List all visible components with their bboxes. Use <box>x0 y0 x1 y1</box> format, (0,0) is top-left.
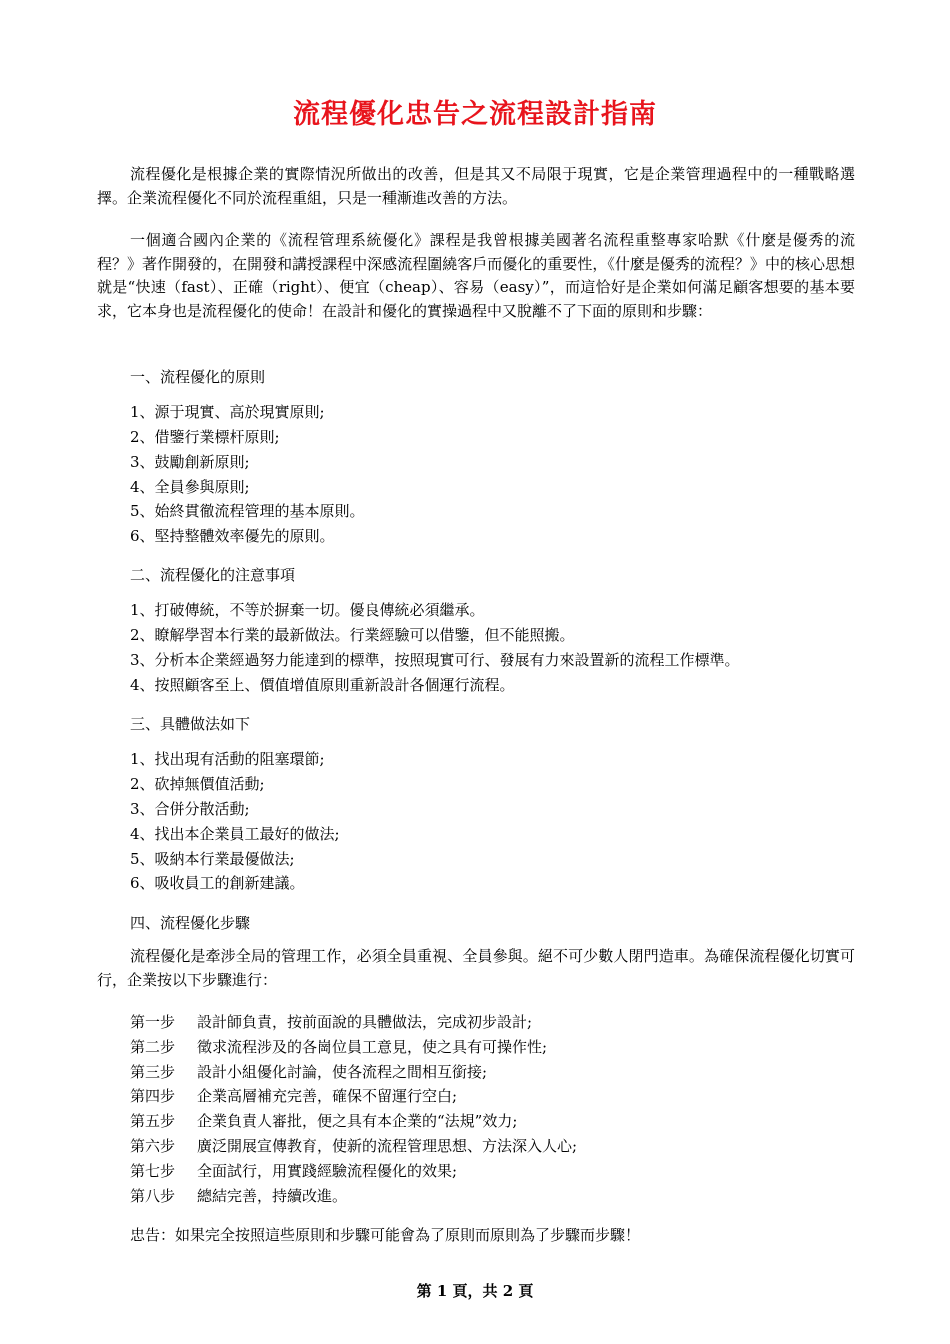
step-item <box>130 1110 517 1131</box>
step-number: 第七步 <box>130 1162 176 1180</box>
section-heading-steps: 四、流程優化步驟 <box>130 914 251 932</box>
step-item <box>130 1061 487 1082</box>
list-item: 1、打破傳統，不等於摒棄一切。優良傳統必須繼承。 <box>130 601 485 619</box>
section-heading-notes: 二、流程優化的注意事項 <box>130 566 296 584</box>
step-item <box>130 1160 457 1181</box>
step-text: 企業高層補充完善，確保不留運行空白; <box>197 1087 458 1105</box>
list-item: 3、鼓勵創新原則; <box>130 453 250 471</box>
list-item: 3、分析本企業經過努力能達到的標準，按照現實可行、發展有力來設置新的流程工作標準。 <box>130 651 740 669</box>
list-item: 6、吸收員工的創新建議。 <box>130 874 305 892</box>
step-text: 徵求流程涉及的各崗位員工意見，使之具有可操作性; <box>197 1038 548 1056</box>
list-item: 4、找出本企業員工最好的做法; <box>130 825 340 843</box>
page-number-footer: 第 1 頁，共 2 頁 <box>416 1282 534 1300</box>
step-text: 總結完善，持續改進。 <box>197 1187 348 1205</box>
step-item <box>130 1135 577 1156</box>
step-item <box>130 1011 532 1032</box>
step-number: 第五步 <box>130 1112 176 1130</box>
list-item: 6、堅持整體效率優先的原則。 <box>130 527 335 545</box>
step-number: 第四步 <box>130 1087 176 1105</box>
section-heading-principles: 一、流程優化的原則 <box>130 368 266 386</box>
step-text: 廣泛開展宣傳教育，使新的流程管理思想、方法深入人心; <box>197 1137 578 1155</box>
step-item <box>130 1085 457 1106</box>
step-text: 設計師負責，按前面說的具體做法，完成初步設計; <box>197 1013 533 1031</box>
step-number: 第八步 <box>130 1187 176 1205</box>
list-item: 2、借鑒行業標杆原則; <box>130 428 280 446</box>
step-number: 第二步 <box>130 1038 176 1056</box>
document-title: 流程優化忠告之流程設計指南 <box>293 99 657 130</box>
list-item: 2、砍掉無價值活動; <box>130 775 265 793</box>
step-text: 企業負責人審批，便之具有本企業的“法規”效力; <box>197 1112 518 1130</box>
intro-paragraph-1: 流程優化是根據企業的實際情況所做出的改善，但是其又不局限于現實，它是企業管理過程中的一種戰略選擇。企業流程優化不同於流程重組，只是一種漸進改善的方法。 <box>97 165 855 207</box>
list-item: 4、按照顧客至上、價值增值原則重新設計各個運行流程。 <box>130 676 515 694</box>
list-item: 5、始終貫徹流程管理的基本原則。 <box>130 502 365 520</box>
step-number: 第三步 <box>130 1063 176 1081</box>
step-number: 第一步 <box>130 1013 176 1031</box>
list-item: 1、源于現實、高於現實原則; <box>130 403 325 421</box>
step-text: 設計小組優化討論，使各流程之間相互銜接; <box>197 1063 488 1081</box>
list-item: 2、瞭解學習本行業的最新做法。行業經驗可以借鑒，但不能照搬。 <box>130 626 575 644</box>
section-heading-methods: 三、具體做法如下 <box>130 715 251 733</box>
step-item <box>130 1036 547 1057</box>
warning-note: 忠告：如果完全按照這些原則和步驟可能會為了原則而原則為了步驟而步驟！ <box>130 1226 641 1244</box>
list-item: 1、找出現有活動的阻塞環節; <box>130 750 325 768</box>
intro-paragraph-2: 一個適合國內企業的《流程管理系統優化》課程是我曾根據美國著名流程重整專家哈默《什麼是優秀的流程？》著作開發的，在開發和講授課程中深感流程圍繞客戶而優化的重要性，《什麼是優秀的流程？》中的核心思想就是“快速（fast）、正確（right）、便宜（cheap）、容易（easy）”，而這恰好是企業如何滿足顧客想要的基本要求，它本身也是流程優化的使命！在設計和優化的實操過程中又脫離不了下面的原則和步驟： <box>97 231 855 320</box>
list-item: 3、合併分散活動; <box>130 800 250 818</box>
list-item: 4、全員參與原則; <box>130 478 250 496</box>
step-number: 第六步 <box>130 1137 176 1155</box>
step-item <box>130 1185 347 1206</box>
steps-paragraph: 流程優化是牽涉全局的管理工作，必須全員重視、全員參與。絕不可少數人閉門造車。為確保流程優化切實可行，企業按以下步驟進行： <box>97 947 855 989</box>
step-text: 全面試行，用實踐經驗流程優化的效果; <box>197 1162 458 1180</box>
list-item: 5、吸納本行業最優做法; <box>130 850 295 868</box>
